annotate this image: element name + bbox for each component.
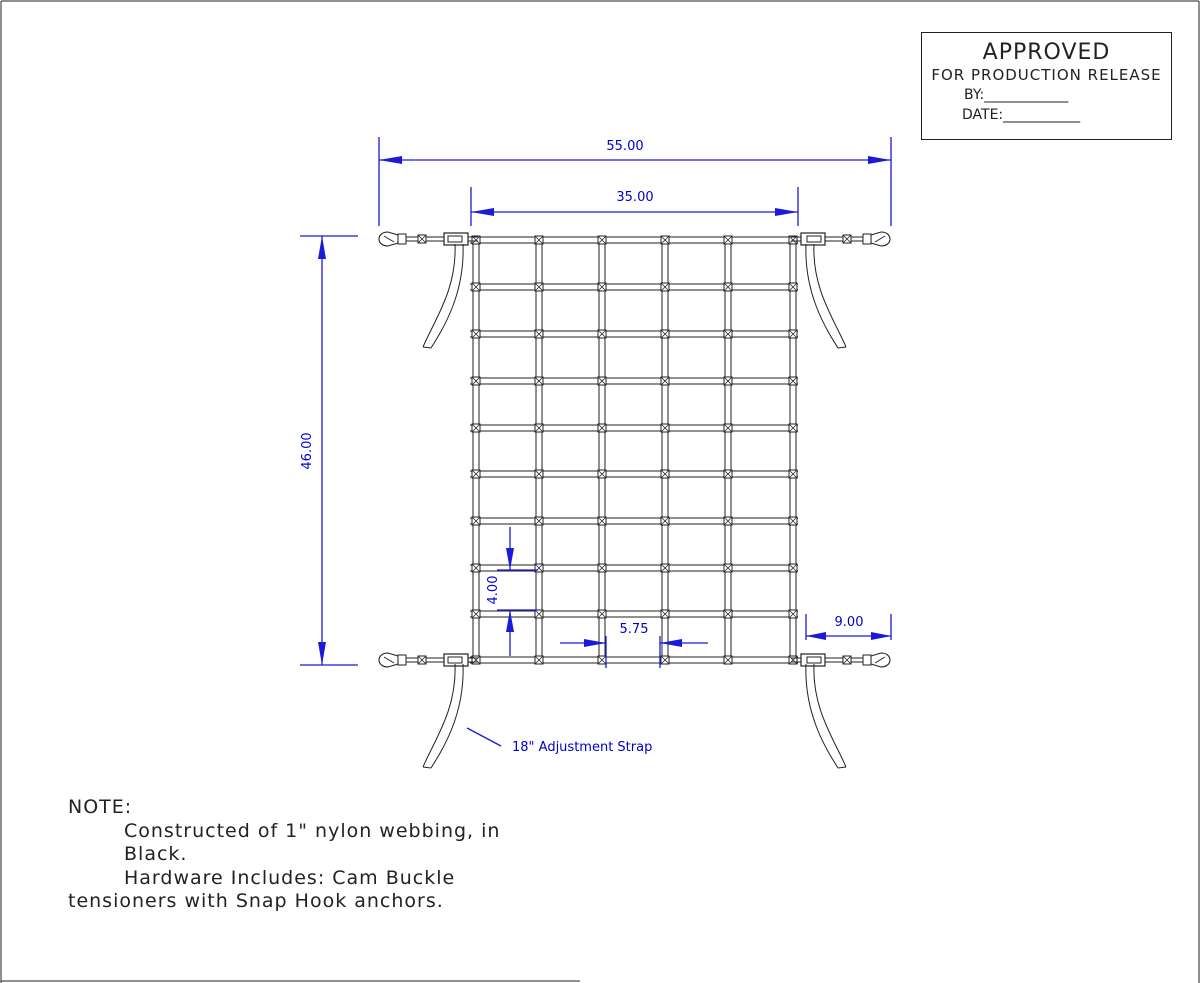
bar-tack [472,656,480,664]
bar-tack [789,470,797,478]
bar-tack [661,377,669,385]
bar-tack [535,610,543,618]
note-heading: NOTE: [68,796,133,818]
adjustment-strap [806,664,846,768]
bar-tack [472,377,480,385]
hardware [379,232,890,768]
strap-edge [423,244,455,347]
cam-buckle-lever [807,236,821,242]
adjustment-strap [806,244,846,348]
bar-tack [598,610,606,618]
note-line-1: Constructed of 1" nylon webbing, in [124,819,501,842]
strap-edge [814,664,846,767]
dim-net-width-label: 35.00 [616,190,654,205]
snap-hook-eye [863,655,871,665]
bar-tack [535,470,543,478]
dimension-strap-offset [806,614,891,640]
bar-tack [724,470,732,478]
bar-tack [598,377,606,385]
bar-tack [472,470,480,478]
strap-edge [423,664,455,767]
bar-tack [535,517,543,525]
note-line-3: Hardware Includes: Cam Buckle [124,866,456,889]
strap-end [838,347,846,348]
bar-tack [724,656,732,664]
bar-tack [472,517,480,525]
bar-tack [598,656,606,664]
bar-tack [661,424,669,432]
strap-edge [806,244,838,348]
bar-tack [789,564,797,572]
cam-buckle-lever [448,236,462,242]
bar-tack [535,564,543,572]
bar-tack [598,470,606,478]
bar-tack [472,424,480,432]
adjustment-strap [423,664,463,768]
strap-end [423,347,431,348]
snap-hook-icon [791,232,890,246]
bar-tack [789,656,797,664]
bar-tack [598,283,606,291]
net-grid [470,236,798,664]
strap-edge [431,664,463,768]
snap-hook-eye [863,234,871,244]
dimension-cell-height [486,527,538,656]
bar-tack [724,564,732,572]
strap-edge [814,244,846,347]
bar-tack [789,610,797,618]
bar-tack [724,283,732,291]
approval-date: DATE:___________ [962,107,1081,123]
bar-tack [472,283,480,291]
approval-subtitle: FOR PRODUCTION RELEASE [931,66,1162,84]
bar-tack [535,424,543,432]
bar-tack [535,236,543,244]
cam-buckle-lever [807,657,821,663]
dimension-cell-width [560,622,708,668]
snap-hook-eye [398,234,406,244]
bar-tack [724,236,732,244]
bar-tack [535,283,543,291]
bar-tack [661,470,669,478]
bar-tack [472,610,480,618]
bar-tack [661,236,669,244]
note-block [68,796,500,914]
strap-end [423,767,431,768]
bar-tack [661,330,669,338]
bar-tack [598,517,606,525]
approval-stamp [921,32,1172,140]
bar-tack [535,656,543,664]
bar-tack [724,610,732,618]
bar-tack [789,424,797,432]
strap-end [838,767,846,768]
cam-buckle-lever [448,657,462,663]
snap-hook-eye [398,655,406,665]
bar-tack [472,564,480,572]
approval-title: APPROVED [982,40,1111,65]
dim-overall-width-label: 55.00 [606,139,644,154]
bar-tack [789,330,797,338]
dim-cell-width-label: 5.75 [619,622,649,637]
bar-tack [598,564,606,572]
bar-tack [789,517,797,525]
note-line-2: Black. [124,843,188,865]
snap-hook-icon [379,232,478,246]
dim-cell-height-label: 4.00 [486,575,501,605]
bar-tack [661,283,669,291]
bar-tack [661,517,669,525]
adjustment-strap [423,244,463,348]
bar-tack [535,377,543,385]
dimension-net-width [471,187,798,226]
bar-tack [724,424,732,432]
bar-tack [724,517,732,525]
bar-tack [789,283,797,291]
dim-height-label: 46.00 [300,432,315,470]
bar-tack [724,330,732,338]
approval-by: BY:____________ [964,87,1069,103]
adjustment-strap-callout [467,728,652,755]
bar-tack [598,330,606,338]
dimension-height [300,236,358,665]
bar-tack [661,656,669,664]
bar-tack [661,564,669,572]
note-line-4: tensioners with Snap Hook anchors. [68,890,444,912]
bar-tack [598,236,606,244]
bar-tack [535,330,543,338]
bar-tack [661,610,669,618]
bar-tack [789,377,797,385]
dim-strap-offset-label: 9.00 [834,615,864,630]
bar-tack [598,424,606,432]
bar-tack [724,377,732,385]
bar-tack [472,330,480,338]
strap-edge [806,664,838,768]
strap-edge [431,244,463,348]
callout-label: 18" Adjustment Strap [512,740,653,755]
